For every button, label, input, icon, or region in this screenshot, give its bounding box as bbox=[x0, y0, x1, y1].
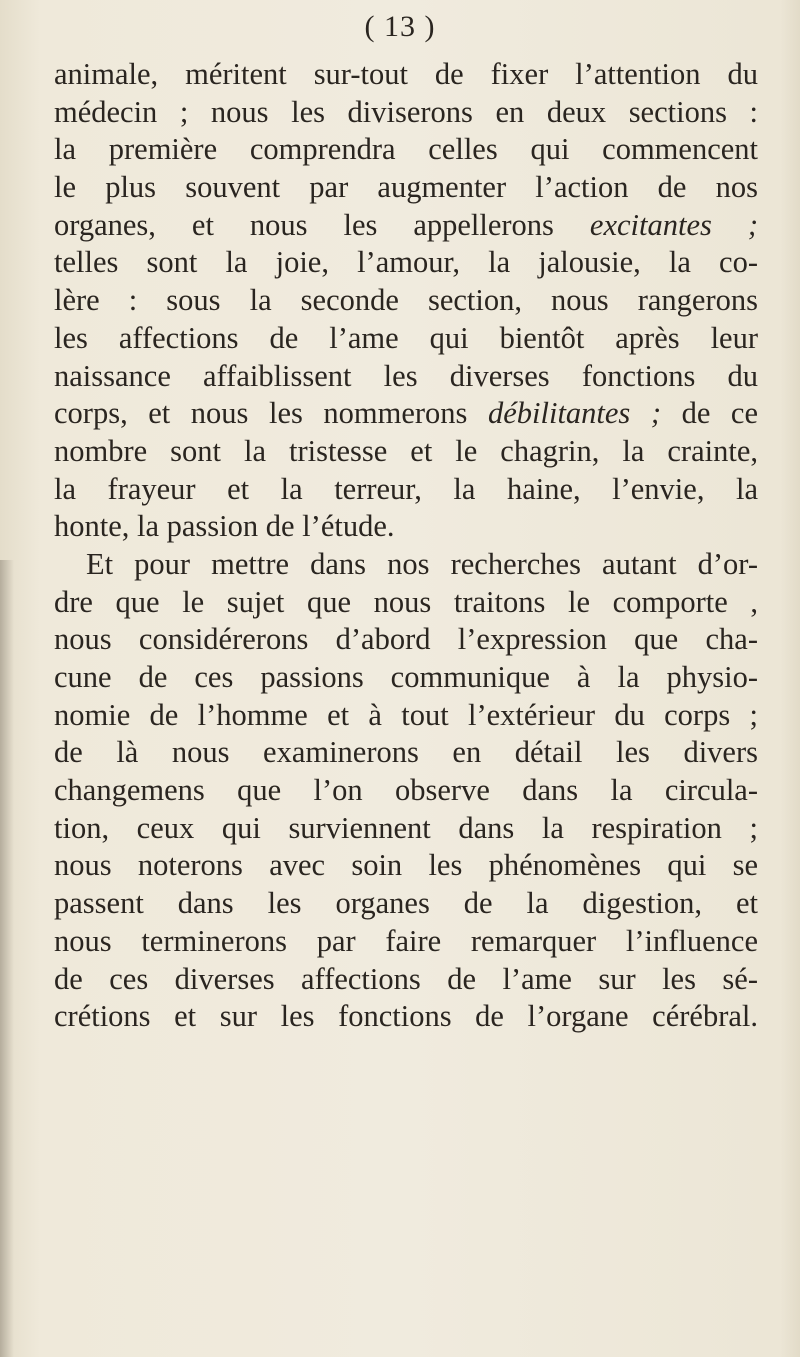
text-line bbox=[54, 923, 758, 961]
text-line bbox=[54, 697, 758, 735]
text-segment: cune de ces passions communique à la physio- bbox=[54, 660, 758, 694]
text-line bbox=[54, 546, 758, 584]
text-segment: la frayeur et la terreur, la haine, l’envie, la bbox=[54, 471, 758, 506]
text-segment: nombre sont la tristesse et le chagrin, la crainte, bbox=[54, 433, 758, 468]
text-segment: corps, et nous les nommerons bbox=[54, 396, 488, 431]
text-line bbox=[54, 772, 758, 810]
text-segment: tion, ceux qui surviennent dans la respiration ; bbox=[54, 810, 758, 845]
text-line bbox=[54, 169, 758, 207]
text-segment: dre que le sujet que nous traitons le comporte , bbox=[54, 584, 758, 619]
text-segment: de ces diverses affections de l’ame sur les sé- bbox=[54, 961, 758, 996]
text-segment: le plus souvent par augmenter l’action de nos bbox=[54, 170, 758, 205]
text-line bbox=[54, 131, 758, 169]
text-line bbox=[54, 659, 758, 697]
text-segment: nomie de l’homme et à tout l’extérieur du corps ; bbox=[54, 697, 758, 732]
text-segment: changemens que l’on observe dans la circula- bbox=[54, 773, 758, 808]
text-segment: honte, la passion de l’étude. bbox=[54, 509, 395, 544]
text-line bbox=[54, 508, 758, 546]
text-line bbox=[54, 810, 758, 848]
text-segment: nous considérerons d’abord l’expression que cha- bbox=[54, 622, 758, 657]
text-segment: animale, méritent sur-tout de fixer l’attention du bbox=[54, 57, 758, 91]
text-line bbox=[54, 94, 758, 132]
text-segment: de là nous examinerons en détail les divers bbox=[54, 735, 758, 770]
text-line bbox=[54, 847, 758, 885]
italic-term: débilitantes ; bbox=[487, 396, 662, 431]
text-segment: naissance affaiblissent les diverses fonctions du bbox=[54, 358, 758, 393]
text-segment: nous terminerons par faire remarquer l’influence bbox=[54, 923, 758, 958]
text-line bbox=[54, 433, 758, 471]
text-line bbox=[54, 998, 758, 1036]
page-number: ( 13 ) bbox=[364, 10, 436, 43]
text-line bbox=[54, 395, 758, 433]
text-line bbox=[54, 56, 758, 94]
text-line bbox=[54, 885, 758, 923]
text-line bbox=[54, 207, 758, 245]
mixed-segment bbox=[54, 395, 758, 433]
mixed-segment bbox=[54, 207, 758, 245]
text-segment: lère : sous la seconde section, nous rangerons bbox=[54, 283, 758, 318]
text-segment: crétions et sur les fonctions de l’organe cérébral. bbox=[54, 999, 758, 1034]
text-line bbox=[54, 244, 758, 282]
body-text bbox=[54, 56, 758, 1036]
text-line bbox=[54, 961, 758, 999]
text-segment: médecin ; nous les diviserons en deux sections : bbox=[54, 94, 758, 129]
text-line bbox=[54, 734, 758, 772]
text-segment: telles sont la joie, l’amour, la jalousie, la co- bbox=[54, 245, 758, 280]
text-segment: de ce bbox=[661, 396, 758, 431]
text-line bbox=[54, 584, 758, 622]
text-segment: les affections de l’ame qui bientôt après leur bbox=[54, 320, 758, 355]
italic-term: excitantes ; bbox=[589, 207, 758, 242]
text-segment: la première comprendra celles qui commencent bbox=[54, 132, 758, 167]
text-line bbox=[54, 471, 758, 509]
text-segment: Et pour mettre dans nos recherches autant d’or- bbox=[86, 546, 758, 581]
text-segment: organes, et nous les appellerons bbox=[54, 207, 590, 242]
text-line bbox=[54, 282, 758, 320]
text-line bbox=[54, 358, 758, 396]
text-segment: nous noterons avec soin les phénomènes qui se bbox=[54, 848, 758, 883]
text-line bbox=[54, 320, 758, 358]
text-line bbox=[54, 621, 758, 659]
text-segment: passent dans les organes de la digestion, et bbox=[54, 886, 758, 921]
binding-shadow bbox=[0, 560, 14, 1357]
